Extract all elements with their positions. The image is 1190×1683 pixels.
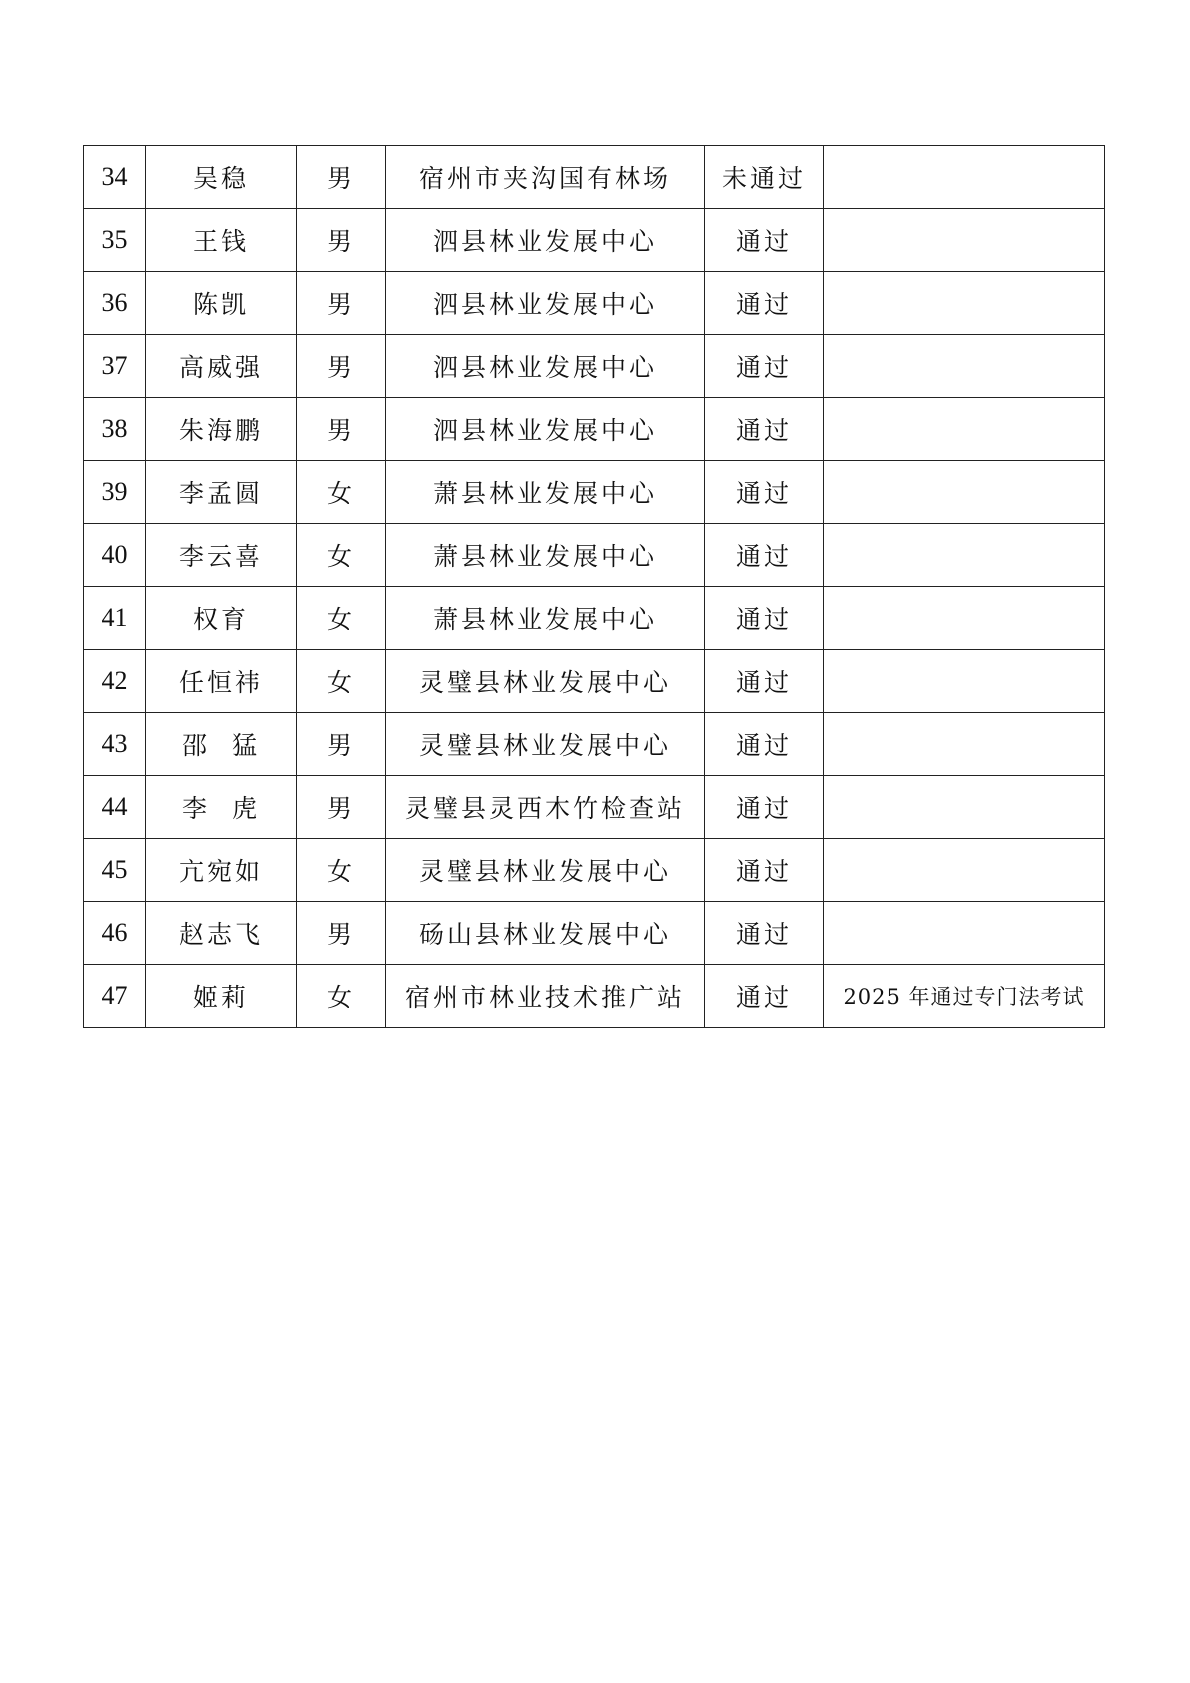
cell-gender: 男	[297, 209, 386, 272]
cell-name: 高威强	[146, 335, 297, 398]
roster-table	[83, 145, 1105, 1028]
cell-unit: 灵璧县灵西木竹检查站	[386, 776, 705, 839]
cell-name: 吴稳	[146, 146, 297, 209]
table-row	[84, 209, 1105, 272]
cell-gender: 男	[297, 398, 386, 461]
cell-note	[824, 713, 1105, 776]
cell-result: 通过	[705, 839, 824, 902]
cell-number: 36	[84, 272, 146, 335]
cell-unit: 萧县林业发展中心	[386, 587, 705, 650]
cell-name: 李 虎	[146, 776, 297, 839]
table-row	[84, 839, 1105, 902]
cell-gender: 男	[297, 902, 386, 965]
cell-result: 通过	[705, 587, 824, 650]
cell-result: 通过	[705, 650, 824, 713]
cell-note	[824, 839, 1105, 902]
cell-number: 42	[84, 650, 146, 713]
cell-unit: 泗县林业发展中心	[386, 398, 705, 461]
cell-note	[824, 146, 1105, 209]
table-row	[84, 272, 1105, 335]
cell-name: 邵 猛	[146, 713, 297, 776]
cell-gender: 男	[297, 713, 386, 776]
cell-note	[824, 461, 1105, 524]
cell-name: 任恒祎	[146, 650, 297, 713]
cell-number: 46	[84, 902, 146, 965]
table-row	[84, 461, 1105, 524]
cell-result: 通过	[705, 335, 824, 398]
cell-note	[824, 272, 1105, 335]
cell-number: 34	[84, 146, 146, 209]
table-row	[84, 776, 1105, 839]
cell-name: 权育	[146, 587, 297, 650]
cell-name: 赵志飞	[146, 902, 297, 965]
cell-number: 37	[84, 335, 146, 398]
cell-gender: 男	[297, 146, 386, 209]
cell-result: 通过	[705, 965, 824, 1028]
cell-note	[824, 335, 1105, 398]
cell-number: 35	[84, 209, 146, 272]
table-row	[84, 398, 1105, 461]
cell-name: 李云喜	[146, 524, 297, 587]
cell-note	[824, 524, 1105, 587]
cell-result: 通过	[705, 902, 824, 965]
cell-gender: 男	[297, 335, 386, 398]
cell-note	[824, 902, 1105, 965]
cell-number: 45	[84, 839, 146, 902]
cell-result: 通过	[705, 776, 824, 839]
table-row	[84, 146, 1105, 209]
cell-number: 39	[84, 461, 146, 524]
cell-name: 姬莉	[146, 965, 297, 1028]
cell-unit: 萧县林业发展中心	[386, 524, 705, 587]
cell-name: 李孟圆	[146, 461, 297, 524]
cell-gender: 男	[297, 272, 386, 335]
cell-result: 未通过	[705, 146, 824, 209]
table-row	[84, 524, 1105, 587]
cell-number: 47	[84, 965, 146, 1028]
cell-result: 通过	[705, 209, 824, 272]
cell-gender: 女	[297, 965, 386, 1028]
cell-result: 通过	[705, 461, 824, 524]
cell-number: 43	[84, 713, 146, 776]
cell-gender: 女	[297, 650, 386, 713]
table-row	[84, 965, 1105, 1028]
cell-name: 陈凯	[146, 272, 297, 335]
cell-name: 亢宛如	[146, 839, 297, 902]
cell-number: 38	[84, 398, 146, 461]
cell-number: 41	[84, 587, 146, 650]
cell-note	[824, 209, 1105, 272]
cell-unit: 泗县林业发展中心	[386, 335, 705, 398]
cell-note	[824, 650, 1105, 713]
cell-gender: 女	[297, 587, 386, 650]
cell-result: 通过	[705, 272, 824, 335]
cell-note	[824, 776, 1105, 839]
cell-result: 通过	[705, 713, 824, 776]
table-row	[84, 650, 1105, 713]
cell-unit: 宿州市林业技术推广站	[386, 965, 705, 1028]
cell-unit: 灵璧县林业发展中心	[386, 650, 705, 713]
cell-unit: 泗县林业发展中心	[386, 272, 705, 335]
cell-unit: 宿州市夹沟国有林场	[386, 146, 705, 209]
cell-number: 44	[84, 776, 146, 839]
table-row	[84, 335, 1105, 398]
cell-gender: 女	[297, 839, 386, 902]
cell-note	[824, 398, 1105, 461]
cell-unit: 泗县林业发展中心	[386, 209, 705, 272]
table-row	[84, 902, 1105, 965]
table-row	[84, 713, 1105, 776]
cell-note: 2025 年通过专门法考试	[824, 965, 1105, 1028]
cell-note	[824, 587, 1105, 650]
cell-result: 通过	[705, 398, 824, 461]
cell-gender: 女	[297, 524, 386, 587]
cell-unit: 砀山县林业发展中心	[386, 902, 705, 965]
cell-unit: 灵璧县林业发展中心	[386, 839, 705, 902]
cell-name: 朱海鹏	[146, 398, 297, 461]
cell-gender: 男	[297, 776, 386, 839]
cell-number: 40	[84, 524, 146, 587]
cell-unit: 萧县林业发展中心	[386, 461, 705, 524]
cell-gender: 女	[297, 461, 386, 524]
cell-name: 王钱	[146, 209, 297, 272]
table-row	[84, 587, 1105, 650]
cell-result: 通过	[705, 524, 824, 587]
cell-unit: 灵璧县林业发展中心	[386, 713, 705, 776]
